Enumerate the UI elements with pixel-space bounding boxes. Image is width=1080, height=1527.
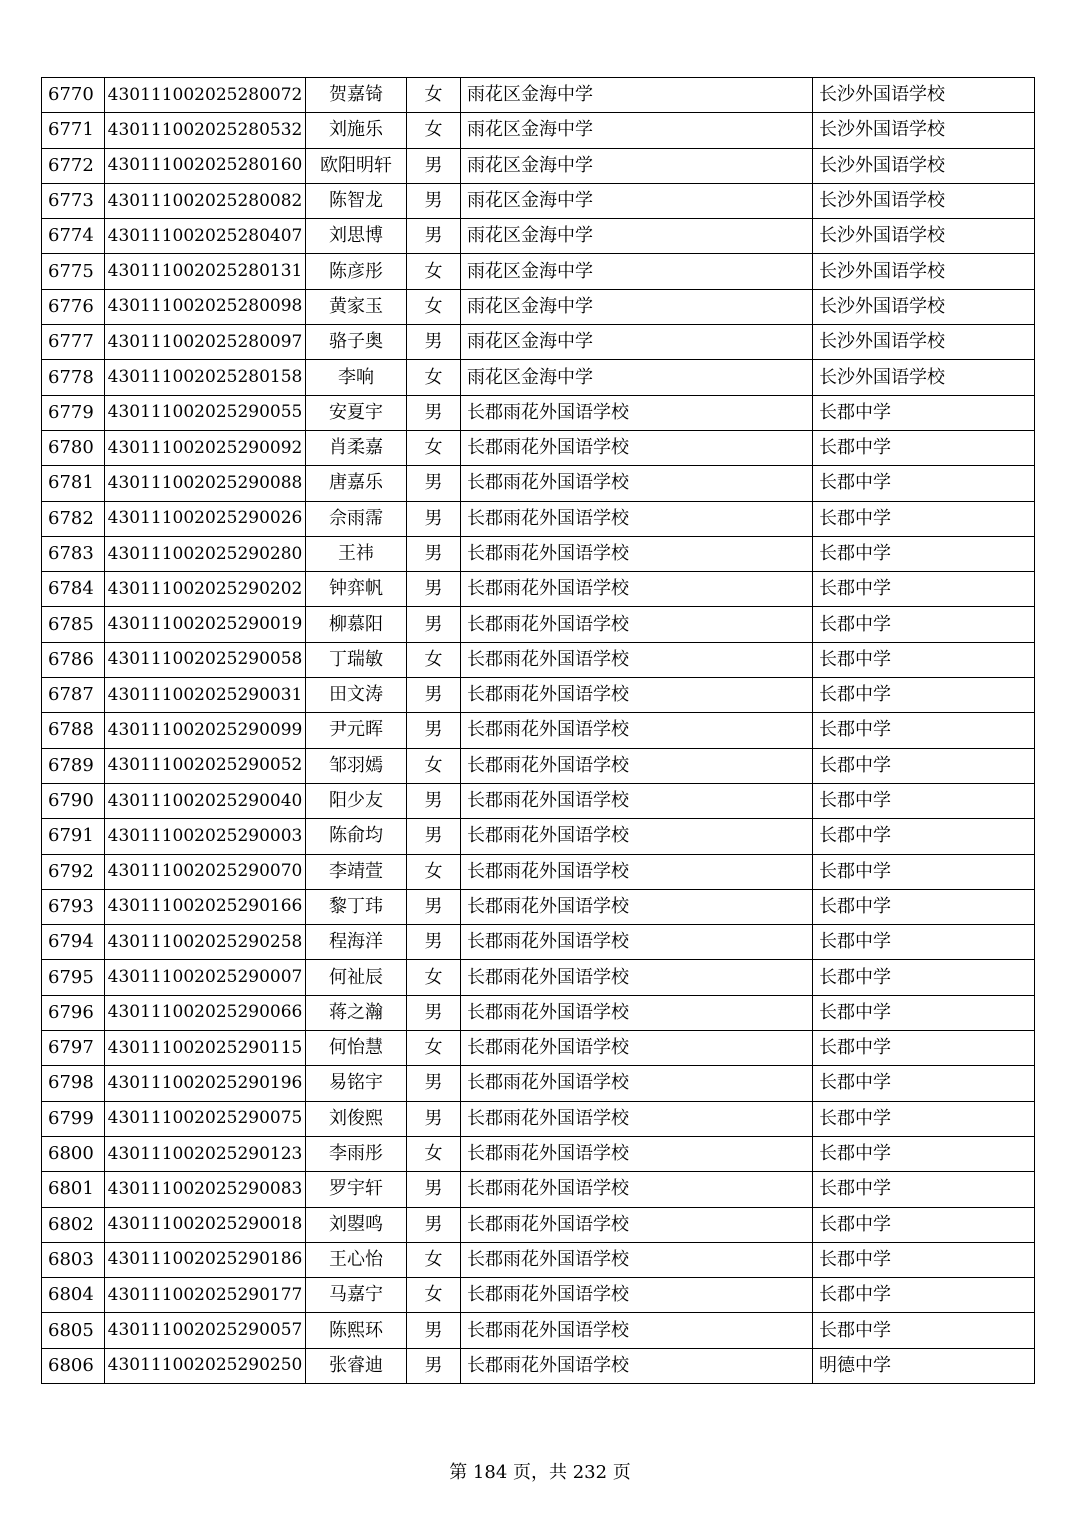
table-row xyxy=(42,748,1035,783)
origin-school-cell: 长郡雨花外国语学校 xyxy=(461,1348,813,1383)
admitted-school-cell: 长郡中学 xyxy=(813,536,1035,571)
student-name-cell: 何祉辰 xyxy=(306,960,407,995)
row-number-cell: 6776 xyxy=(42,289,105,324)
admitted-school-cell: 长郡中学 xyxy=(813,466,1035,501)
student-gender-cell: 女 xyxy=(407,854,461,889)
row-number-cell: 6805 xyxy=(42,1313,105,1348)
origin-school-cell: 长郡雨花外国语学校 xyxy=(461,642,813,677)
row-number-cell: 6775 xyxy=(42,254,105,289)
admitted-school-cell: 长郡中学 xyxy=(813,1031,1035,1066)
table-row xyxy=(42,642,1035,677)
student-gender-cell: 男 xyxy=(407,1348,461,1383)
admitted-school-cell: 长沙外国语学校 xyxy=(813,219,1035,254)
student-id-cell: 430111002025280072 xyxy=(105,78,306,113)
row-number-cell: 6783 xyxy=(42,536,105,571)
table-row xyxy=(42,607,1035,642)
student-id-cell: 430111002025280082 xyxy=(105,183,306,218)
student-gender-cell: 男 xyxy=(407,183,461,218)
student-id-cell: 430111002025290099 xyxy=(105,713,306,748)
student-gender-cell: 女 xyxy=(407,254,461,289)
admitted-school-cell: 明德中学 xyxy=(813,1348,1035,1383)
student-id-cell: 430111002025280532 xyxy=(105,113,306,148)
origin-school-cell: 长郡雨花外国语学校 xyxy=(461,819,813,854)
table-row xyxy=(42,925,1035,960)
student-id-cell: 430111002025280160 xyxy=(105,148,306,183)
table-row xyxy=(42,183,1035,218)
origin-school-cell: 长郡雨花外国语学校 xyxy=(461,536,813,571)
student-name-cell: 佘雨霈 xyxy=(306,501,407,536)
student-gender-cell: 女 xyxy=(407,289,461,324)
student-name-cell: 阳少友 xyxy=(306,783,407,818)
student-id-cell: 430111002025280098 xyxy=(105,289,306,324)
row-number-cell: 6781 xyxy=(42,466,105,501)
student-gender-cell: 女 xyxy=(407,1136,461,1171)
origin-school-cell: 雨花区金海中学 xyxy=(461,360,813,395)
origin-school-cell: 雨花区金海中学 xyxy=(461,78,813,113)
student-id-cell: 430111002025290070 xyxy=(105,854,306,889)
student-name-cell: 陈智龙 xyxy=(306,183,407,218)
student-gender-cell: 男 xyxy=(407,607,461,642)
student-gender-cell: 男 xyxy=(407,819,461,854)
table-row xyxy=(42,1136,1035,1171)
student-gender-cell: 女 xyxy=(407,113,461,148)
student-id-cell: 430111002025290018 xyxy=(105,1207,306,1242)
admitted-school-cell: 长郡中学 xyxy=(813,1101,1035,1136)
admitted-school-cell: 长沙外国语学校 xyxy=(813,113,1035,148)
student-gender-cell: 男 xyxy=(407,325,461,360)
student-name-cell: 陈熙环 xyxy=(306,1313,407,1348)
student-name-cell: 蒋之瀚 xyxy=(306,995,407,1030)
origin-school-cell: 长郡雨花外国语学校 xyxy=(461,960,813,995)
row-number-cell: 6804 xyxy=(42,1278,105,1313)
student-gender-cell: 男 xyxy=(407,501,461,536)
student-id-cell: 430111002025290066 xyxy=(105,995,306,1030)
student-gender-cell: 男 xyxy=(407,395,461,430)
admitted-school-cell: 长郡中学 xyxy=(813,607,1035,642)
student-id-cell: 430111002025290186 xyxy=(105,1242,306,1277)
student-gender-cell: 女 xyxy=(407,1278,461,1313)
table-row xyxy=(42,1172,1035,1207)
student-gender-cell: 男 xyxy=(407,783,461,818)
origin-school-cell: 长郡雨花外国语学校 xyxy=(461,925,813,960)
student-id-cell: 430111002025280158 xyxy=(105,360,306,395)
origin-school-cell: 雨花区金海中学 xyxy=(461,325,813,360)
student-name-cell: 贺嘉锜 xyxy=(306,78,407,113)
student-id-cell: 430111002025290019 xyxy=(105,607,306,642)
table-row xyxy=(42,78,1035,113)
table-row xyxy=(42,572,1035,607)
admitted-school-cell: 长郡中学 xyxy=(813,925,1035,960)
row-number-cell: 6772 xyxy=(42,148,105,183)
row-number-cell: 6778 xyxy=(42,360,105,395)
student-name-cell: 唐嘉乐 xyxy=(306,466,407,501)
table-row xyxy=(42,1242,1035,1277)
table-row xyxy=(42,889,1035,924)
student-id-cell: 430111002025290026 xyxy=(105,501,306,536)
table-row xyxy=(42,289,1035,324)
student-id-cell: 430111002025290115 xyxy=(105,1031,306,1066)
origin-school-cell: 长郡雨花外国语学校 xyxy=(461,678,813,713)
student-id-cell: 430111002025280097 xyxy=(105,325,306,360)
admitted-school-cell: 长郡中学 xyxy=(813,430,1035,465)
student-id-cell: 430111002025290075 xyxy=(105,1101,306,1136)
origin-school-cell: 长郡雨花外国语学校 xyxy=(461,466,813,501)
student-name-cell: 李雨彤 xyxy=(306,1136,407,1171)
admitted-school-cell: 长郡中学 xyxy=(813,1313,1035,1348)
student-id-cell: 430111002025280131 xyxy=(105,254,306,289)
admitted-school-cell: 长郡中学 xyxy=(813,713,1035,748)
row-number-cell: 6796 xyxy=(42,995,105,1030)
student-id-cell: 430111002025290058 xyxy=(105,642,306,677)
row-number-cell: 6802 xyxy=(42,1207,105,1242)
student-gender-cell: 男 xyxy=(407,1313,461,1348)
admitted-school-cell: 长郡中学 xyxy=(813,395,1035,430)
student-id-cell: 430111002025290055 xyxy=(105,395,306,430)
row-number-cell: 6794 xyxy=(42,925,105,960)
student-gender-cell: 女 xyxy=(407,1242,461,1277)
table-row xyxy=(42,713,1035,748)
student-name-cell: 程海洋 xyxy=(306,925,407,960)
student-gender-cell: 男 xyxy=(407,925,461,960)
table-row xyxy=(42,148,1035,183)
origin-school-cell: 长郡雨花外国语学校 xyxy=(461,854,813,889)
student-gender-cell: 女 xyxy=(407,430,461,465)
student-name-cell: 张睿迪 xyxy=(306,1348,407,1383)
origin-school-cell: 长郡雨花外国语学校 xyxy=(461,1242,813,1277)
student-name-cell: 黎丁玮 xyxy=(306,889,407,924)
admitted-school-cell: 长郡中学 xyxy=(813,995,1035,1030)
table-row xyxy=(42,395,1035,430)
student-name-cell: 刘思博 xyxy=(306,219,407,254)
origin-school-cell: 雨花区金海中学 xyxy=(461,289,813,324)
student-gender-cell: 男 xyxy=(407,1066,461,1101)
table-row xyxy=(42,325,1035,360)
student-gender-cell: 男 xyxy=(407,148,461,183)
student-name-cell: 刘俊熙 xyxy=(306,1101,407,1136)
row-number-cell: 6770 xyxy=(42,78,105,113)
student-id-cell: 430111002025290007 xyxy=(105,960,306,995)
row-number-cell: 6771 xyxy=(42,113,105,148)
student-name-cell: 陈俞均 xyxy=(306,819,407,854)
student-name-cell: 易铭宇 xyxy=(306,1066,407,1101)
table-row xyxy=(42,1278,1035,1313)
origin-school-cell: 长郡雨花外国语学校 xyxy=(461,1313,813,1348)
row-number-cell: 6790 xyxy=(42,783,105,818)
admitted-school-cell: 长郡中学 xyxy=(813,572,1035,607)
student-gender-cell: 男 xyxy=(407,995,461,1030)
student-gender-cell: 男 xyxy=(407,219,461,254)
origin-school-cell: 雨花区金海中学 xyxy=(461,254,813,289)
row-number-cell: 6788 xyxy=(42,713,105,748)
student-gender-cell: 男 xyxy=(407,466,461,501)
admitted-school-cell: 长郡中学 xyxy=(813,1136,1035,1171)
origin-school-cell: 长郡雨花外国语学校 xyxy=(461,748,813,783)
table-row xyxy=(42,113,1035,148)
student-id-cell: 430111002025290052 xyxy=(105,748,306,783)
table-row xyxy=(42,1313,1035,1348)
student-id-cell: 430111002025290177 xyxy=(105,1278,306,1313)
table-row xyxy=(42,960,1035,995)
table-row xyxy=(42,1101,1035,1136)
admitted-school-cell: 长郡中学 xyxy=(813,889,1035,924)
row-number-cell: 6780 xyxy=(42,430,105,465)
student-id-cell: 430111002025290057 xyxy=(105,1313,306,1348)
row-number-cell: 6792 xyxy=(42,854,105,889)
student-name-cell: 刘曌鸣 xyxy=(306,1207,407,1242)
row-number-cell: 6799 xyxy=(42,1101,105,1136)
student-name-cell: 罗宇轩 xyxy=(306,1172,407,1207)
origin-school-cell: 长郡雨花外国语学校 xyxy=(461,607,813,642)
origin-school-cell: 长郡雨花外国语学校 xyxy=(461,395,813,430)
student-gender-cell: 女 xyxy=(407,960,461,995)
origin-school-cell: 雨花区金海中学 xyxy=(461,183,813,218)
student-id-cell: 430111002025290123 xyxy=(105,1136,306,1171)
student-id-cell: 430111002025290280 xyxy=(105,536,306,571)
student-name-cell: 肖柔嘉 xyxy=(306,430,407,465)
student-gender-cell: 男 xyxy=(407,678,461,713)
row-number-cell: 6795 xyxy=(42,960,105,995)
student-name-cell: 李靖萱 xyxy=(306,854,407,889)
origin-school-cell: 长郡雨花外国语学校 xyxy=(461,889,813,924)
student-name-cell: 陈彦彤 xyxy=(306,254,407,289)
origin-school-cell: 长郡雨花外国语学校 xyxy=(461,713,813,748)
student-id-cell: 430111002025290083 xyxy=(105,1172,306,1207)
origin-school-cell: 长郡雨花外国语学校 xyxy=(461,572,813,607)
student-gender-cell: 男 xyxy=(407,536,461,571)
row-number-cell: 6774 xyxy=(42,219,105,254)
table-row xyxy=(42,995,1035,1030)
row-number-cell: 6784 xyxy=(42,572,105,607)
row-number-cell: 6803 xyxy=(42,1242,105,1277)
student-name-cell: 何怡慧 xyxy=(306,1031,407,1066)
student-id-cell: 430111002025290166 xyxy=(105,889,306,924)
row-number-cell: 6789 xyxy=(42,748,105,783)
table-row xyxy=(42,536,1035,571)
student-id-cell: 430111002025280407 xyxy=(105,219,306,254)
origin-school-cell: 长郡雨花外国语学校 xyxy=(461,1101,813,1136)
table-row xyxy=(42,1207,1035,1242)
table-row xyxy=(42,501,1035,536)
table-row xyxy=(42,1031,1035,1066)
admitted-school-cell: 长郡中学 xyxy=(813,1242,1035,1277)
student-name-cell: 刘施乐 xyxy=(306,113,407,148)
admitted-school-cell: 长郡中学 xyxy=(813,819,1035,854)
student-gender-cell: 女 xyxy=(407,748,461,783)
student-name-cell: 骆子奥 xyxy=(306,325,407,360)
admitted-school-cell: 长沙外国语学校 xyxy=(813,78,1035,113)
student-name-cell: 黄家玉 xyxy=(306,289,407,324)
origin-school-cell: 长郡雨花外国语学校 xyxy=(461,1031,813,1066)
row-number-cell: 6798 xyxy=(42,1066,105,1101)
row-number-cell: 6800 xyxy=(42,1136,105,1171)
roster-body xyxy=(42,78,1035,1384)
student-id-cell: 430111002025290031 xyxy=(105,678,306,713)
student-name-cell: 安夏宇 xyxy=(306,395,407,430)
student-id-cell: 430111002025290003 xyxy=(105,819,306,854)
origin-school-cell: 雨花区金海中学 xyxy=(461,113,813,148)
admitted-school-cell: 长郡中学 xyxy=(813,501,1035,536)
table-row xyxy=(42,219,1035,254)
row-number-cell: 6791 xyxy=(42,819,105,854)
admitted-school-cell: 长郡中学 xyxy=(813,642,1035,677)
table-row xyxy=(42,819,1035,854)
student-id-cell: 430111002025290040 xyxy=(105,783,306,818)
student-name-cell: 王心怡 xyxy=(306,1242,407,1277)
admitted-school-cell: 长郡中学 xyxy=(813,1066,1035,1101)
origin-school-cell: 长郡雨花外国语学校 xyxy=(461,1066,813,1101)
table-row xyxy=(42,1348,1035,1383)
row-number-cell: 6801 xyxy=(42,1172,105,1207)
table-row xyxy=(42,466,1035,501)
row-number-cell: 6773 xyxy=(42,183,105,218)
student-id-cell: 430111002025290258 xyxy=(105,925,306,960)
origin-school-cell: 长郡雨花外国语学校 xyxy=(461,501,813,536)
admitted-school-cell: 长郡中学 xyxy=(813,783,1035,818)
table-row xyxy=(42,254,1035,289)
origin-school-cell: 雨花区金海中学 xyxy=(461,148,813,183)
page-footer: 第 184 页，共 232 页 xyxy=(449,1462,631,1483)
student-gender-cell: 女 xyxy=(407,78,461,113)
origin-school-cell: 长郡雨花外国语学校 xyxy=(461,1207,813,1242)
admitted-school-cell: 长沙外国语学校 xyxy=(813,360,1035,395)
admitted-school-cell: 长郡中学 xyxy=(813,678,1035,713)
student-gender-cell: 男 xyxy=(407,1207,461,1242)
student-name-cell: 马嘉宁 xyxy=(306,1278,407,1313)
student-id-cell: 430111002025290092 xyxy=(105,430,306,465)
admitted-school-cell: 长沙外国语学校 xyxy=(813,254,1035,289)
student-id-cell: 430111002025290196 xyxy=(105,1066,306,1101)
student-name-cell: 李响 xyxy=(306,360,407,395)
student-name-cell: 尹元晖 xyxy=(306,713,407,748)
row-number-cell: 6793 xyxy=(42,889,105,924)
student-gender-cell: 男 xyxy=(407,1101,461,1136)
student-gender-cell: 男 xyxy=(407,889,461,924)
row-number-cell: 6806 xyxy=(42,1348,105,1383)
student-gender-cell: 男 xyxy=(407,1172,461,1207)
student-id-cell: 430111002025290088 xyxy=(105,466,306,501)
admitted-school-cell: 长郡中学 xyxy=(813,960,1035,995)
origin-school-cell: 长郡雨花外国语学校 xyxy=(461,1278,813,1313)
row-number-cell: 6797 xyxy=(42,1031,105,1066)
student-id-cell: 430111002025290202 xyxy=(105,572,306,607)
student-gender-cell: 女 xyxy=(407,642,461,677)
admitted-school-cell: 长沙外国语学校 xyxy=(813,183,1035,218)
student-name-cell: 钟弈帆 xyxy=(306,572,407,607)
origin-school-cell: 长郡雨花外国语学校 xyxy=(461,1136,813,1171)
origin-school-cell: 长郡雨花外国语学校 xyxy=(461,995,813,1030)
table-row xyxy=(42,678,1035,713)
origin-school-cell: 长郡雨花外国语学校 xyxy=(461,430,813,465)
admitted-school-cell: 长郡中学 xyxy=(813,1207,1035,1242)
student-name-cell: 田文涛 xyxy=(306,678,407,713)
student-gender-cell: 女 xyxy=(407,1031,461,1066)
student-name-cell: 柳慕阳 xyxy=(306,607,407,642)
origin-school-cell: 雨花区金海中学 xyxy=(461,219,813,254)
row-number-cell: 6777 xyxy=(42,325,105,360)
row-number-cell: 6782 xyxy=(42,501,105,536)
admitted-school-cell: 长沙外国语学校 xyxy=(813,325,1035,360)
student-gender-cell: 男 xyxy=(407,713,461,748)
table-row xyxy=(42,854,1035,889)
table-row xyxy=(42,360,1035,395)
table-row xyxy=(42,430,1035,465)
student-name-cell: 丁瑞敏 xyxy=(306,642,407,677)
student-name-cell: 欧阳明轩 xyxy=(306,148,407,183)
student-gender-cell: 男 xyxy=(407,572,461,607)
admitted-school-cell: 长沙外国语学校 xyxy=(813,148,1035,183)
admitted-school-cell: 长郡中学 xyxy=(813,854,1035,889)
row-number-cell: 6786 xyxy=(42,642,105,677)
table-row xyxy=(42,783,1035,818)
row-number-cell: 6779 xyxy=(42,395,105,430)
origin-school-cell: 长郡雨花外国语学校 xyxy=(461,1172,813,1207)
admitted-school-cell: 长郡中学 xyxy=(813,1172,1035,1207)
admitted-school-cell: 长郡中学 xyxy=(813,748,1035,783)
table-row xyxy=(42,1066,1035,1101)
row-number-cell: 6785 xyxy=(42,607,105,642)
admission-roster-table xyxy=(41,77,1035,1384)
admitted-school-cell: 长郡中学 xyxy=(813,1278,1035,1313)
admitted-school-cell: 长沙外国语学校 xyxy=(813,289,1035,324)
row-number-cell: 6787 xyxy=(42,678,105,713)
student-name-cell: 王祎 xyxy=(306,536,407,571)
origin-school-cell: 长郡雨花外国语学校 xyxy=(461,783,813,818)
student-gender-cell: 女 xyxy=(407,360,461,395)
student-id-cell: 430111002025290250 xyxy=(105,1348,306,1383)
student-name-cell: 邹羽嫣 xyxy=(306,748,407,783)
